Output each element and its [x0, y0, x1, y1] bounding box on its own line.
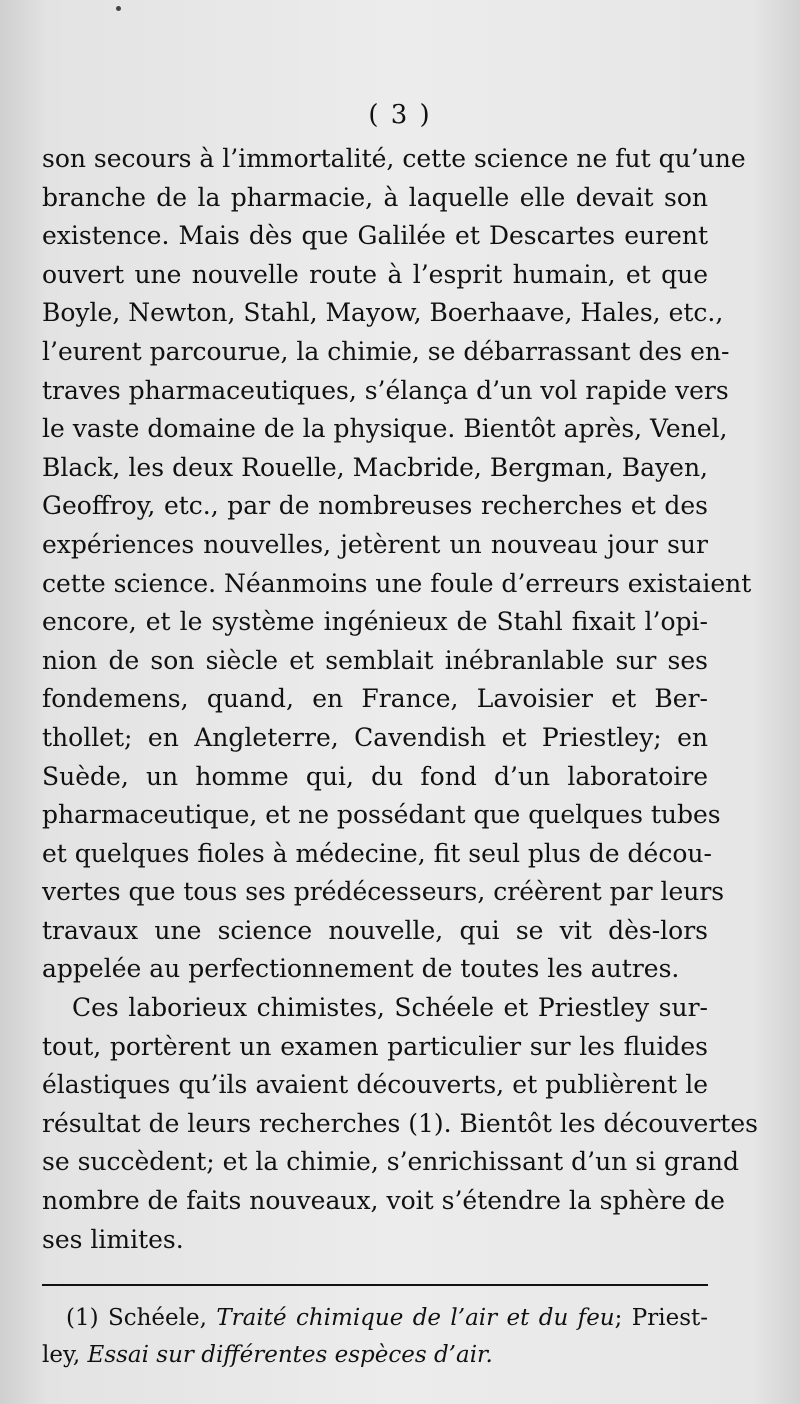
- text-line-paragraph-end: appelée au perfectionnement de toutes les autres.: [42, 954, 680, 984]
- text-line: nion de son siècle et semblait inébranlable sur ses: [42, 645, 708, 675]
- text-line: se succèdent; et la chimie, s’enrichissant d’un si grand: [42, 1147, 739, 1177]
- text-line: vertes que tous ses prédécesseurs, créèrent par leurs: [42, 877, 725, 907]
- text-line: travaux une science nouvelle, qui se vit dès-lors: [42, 915, 708, 945]
- text-line-paragraph-end: ses limites.: [42, 1224, 184, 1254]
- footnote: [42, 1300, 708, 1374]
- text-line: encore, et le système ingénieux de Stahl fixait l’opi-: [42, 607, 708, 637]
- text-line: fondemens, quand, en France, Lavoisier et Ber-: [42, 684, 708, 714]
- text-line: et quelques fioles à médecine, fit seul plus de décou-: [42, 838, 712, 868]
- text-line-paragraph-start: Ces laborieux chimistes, Schéele et Priestley sur-: [72, 993, 708, 1023]
- text-line: existence. Mais dès que Galilée et Descartes eurent: [42, 221, 708, 251]
- footnote-author: ley,: [42, 1342, 81, 1368]
- text-line: ouvert une nouvelle route à l’esprit humain, et que: [42, 259, 708, 289]
- text-line: résultat de leurs recherches (1). Bientôt les découvertes: [42, 1108, 758, 1138]
- text-line: thollet; en Angleterre, Cavendish et Priestley; en: [42, 722, 708, 752]
- text-line: l’eurent parcourue, la chimie, se débarrassant des en-: [42, 336, 730, 366]
- footnote-separator: ;: [614, 1305, 623, 1331]
- text-line: élastiques qu’ils avaient découverts, et publièrent le: [42, 1070, 708, 1100]
- footnote-author: Schéele,: [107, 1305, 207, 1331]
- text-line: tout, portèrent un examen particulier sur les fluides: [42, 1031, 708, 1061]
- ink-speck: [116, 6, 121, 11]
- text-line: Suède, un homme qui, du fond d’un laboratoire: [42, 761, 708, 791]
- footnote-title: Essai sur différentes espèces d’air.: [87, 1342, 493, 1368]
- text-line: Geoffroy, etc., par de nombreuses recherches et des: [42, 491, 708, 521]
- text-line: expériences nouvelles, jetèrent un nouveau jour sur: [42, 529, 708, 559]
- footnote-rule: [42, 1284, 708, 1286]
- text-line: pharmaceutique, et ne possédant que quelques tubes: [42, 800, 721, 830]
- footnote-line: [42, 1337, 708, 1374]
- text-line: branche de la pharmacie, à laquelle elle devait son: [42, 182, 708, 212]
- footnote-author: Priest-: [631, 1305, 709, 1331]
- text-line: le vaste domaine de la physique. Bientôt après, Venel,: [42, 414, 728, 444]
- text-line: traves pharmaceutiques, s’élança d’un vol rapide vers: [42, 375, 729, 405]
- text-line: nombre de faits nouveaux, voit s’étendre la sphère de: [42, 1186, 725, 1216]
- text-line: Black, les deux Rouelle, Macbride, Bergman, Bayen,: [42, 452, 708, 482]
- body-text: [42, 140, 758, 1259]
- page-number: ( 3 ): [368, 100, 432, 130]
- text-line: son secours à l’immortalité, cette science ne fut qu’une: [42, 144, 746, 173]
- footnote-marker: (1): [66, 1305, 99, 1331]
- text-line: cette science. Néanmoins une foule d’erreurs existaient: [42, 568, 752, 598]
- footnote-title: Traité chimique de l’air et du feu: [216, 1305, 615, 1331]
- text-line: Boyle, Newton, Stahl, Mayow, Boerhaave, Hales, etc.,: [42, 298, 724, 328]
- footnote-line: [42, 1300, 708, 1337]
